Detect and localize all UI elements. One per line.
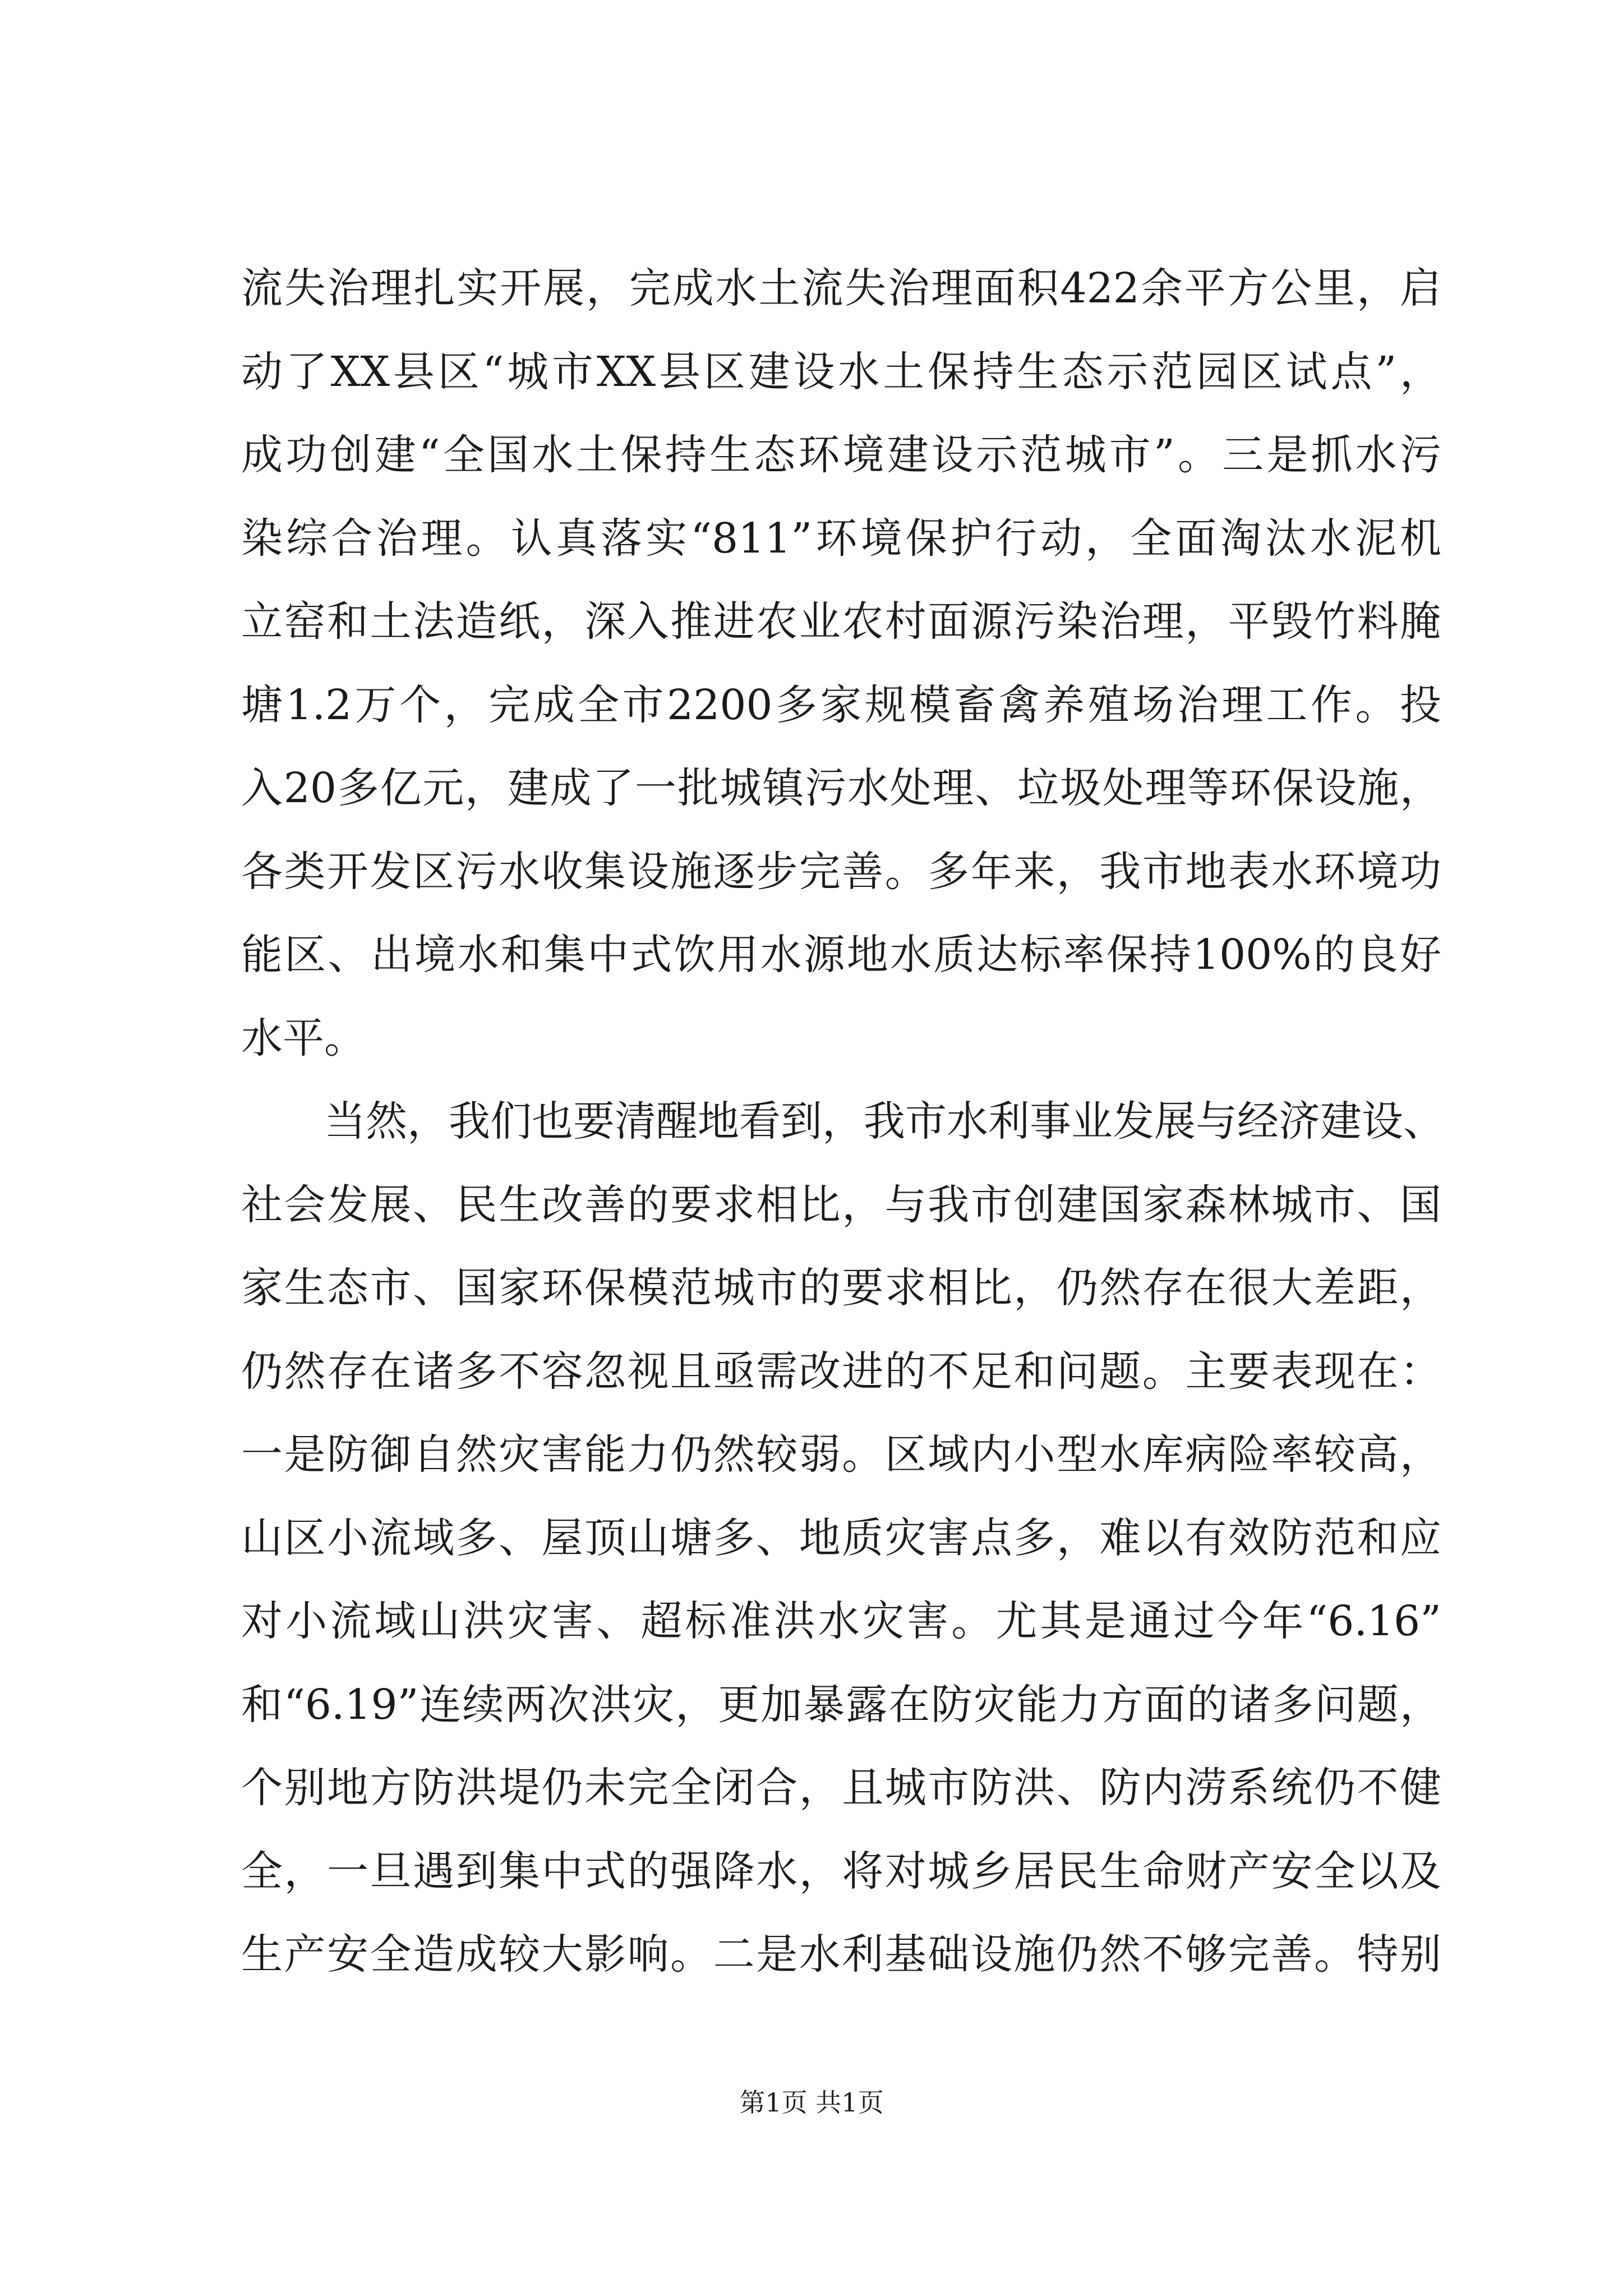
text-line: 社会发展、民生改善的要求相比，与我市创建国家森林城市、国 <box>241 1180 1441 1229</box>
text-line: 能区、出境水和集中式饮用水源地水质达标率保持100%的良好 <box>241 931 1441 979</box>
text-line: 全，一旦遇到集中式的强降水，将对城乡居民生命财产安全以及 <box>241 1847 1441 1895</box>
text-line: 各类开发区污水收集设施逐步完善。多年来，我市地表水环境功 <box>241 847 1441 896</box>
text-line: 当然，我们也要清醒地看到，我市水利事业发展与经济建设、 <box>324 1097 1445 1145</box>
text-line: 水平。 <box>241 1014 366 1062</box>
text-line: 山区小流域多、屋顶山塘多、地质灾害点多，难以有效防范和应 <box>241 1513 1441 1562</box>
text-line: 仍然存在诸多不容忽视且亟需改进的不足和问题。主要表现在： <box>241 1347 1441 1396</box>
page-number-footer: 第1页 共1页 <box>739 2087 884 2118</box>
text-line: 塘1.2万个，完成全市2200多家规模畜禽养殖场治理工作。投 <box>241 680 1441 729</box>
text-line: 动了XX县区“城市XX县区建设水土保持生态示范园区试点”， <box>241 347 1441 396</box>
text-line: 对小流域山洪灾害、超标准洪水灾害。尤其是通过今年“6.16” <box>241 1597 1441 1645</box>
text-line: 家生态市、国家环保模范城市的要求相比，仍然存在很大差距， <box>241 1264 1441 1312</box>
text-line: 和“6.19”连续两次洪灾，更加暴露在防灾能力方面的诸多问题， <box>241 1680 1441 1729</box>
body-text <box>241 247 1445 1996</box>
text-line: 立窑和土法造纸，深入推进农业农村面源污染治理，平毁竹料腌 <box>241 597 1441 646</box>
text-line: 个别地方防洪堤仍未完全闭合，且城市防洪、防内涝系统仍不健 <box>241 1764 1441 1812</box>
text-line: 流失治理扎实开展，完成水土流失治理面积422余平方公里，启 <box>241 264 1441 312</box>
text-line: 生产安全造成较大影响。二是水利基础设施仍然不够完善。特别 <box>241 1930 1441 1978</box>
text-line: 入20多亿元，建成了一批城镇污水处理、垃圾处理等环保设施， <box>241 764 1441 812</box>
text-line: 染综合治理。认真落实“811”环境保护行动，全面淘汰水泥机 <box>241 514 1441 563</box>
text-line: 成功创建“全国水土保持生态环境建设示范城市”。三是抓水污 <box>241 431 1441 479</box>
text-line: 一是防御自然灾害能力仍然较弱。区域内小型水库病险率较高， <box>241 1430 1441 1479</box>
